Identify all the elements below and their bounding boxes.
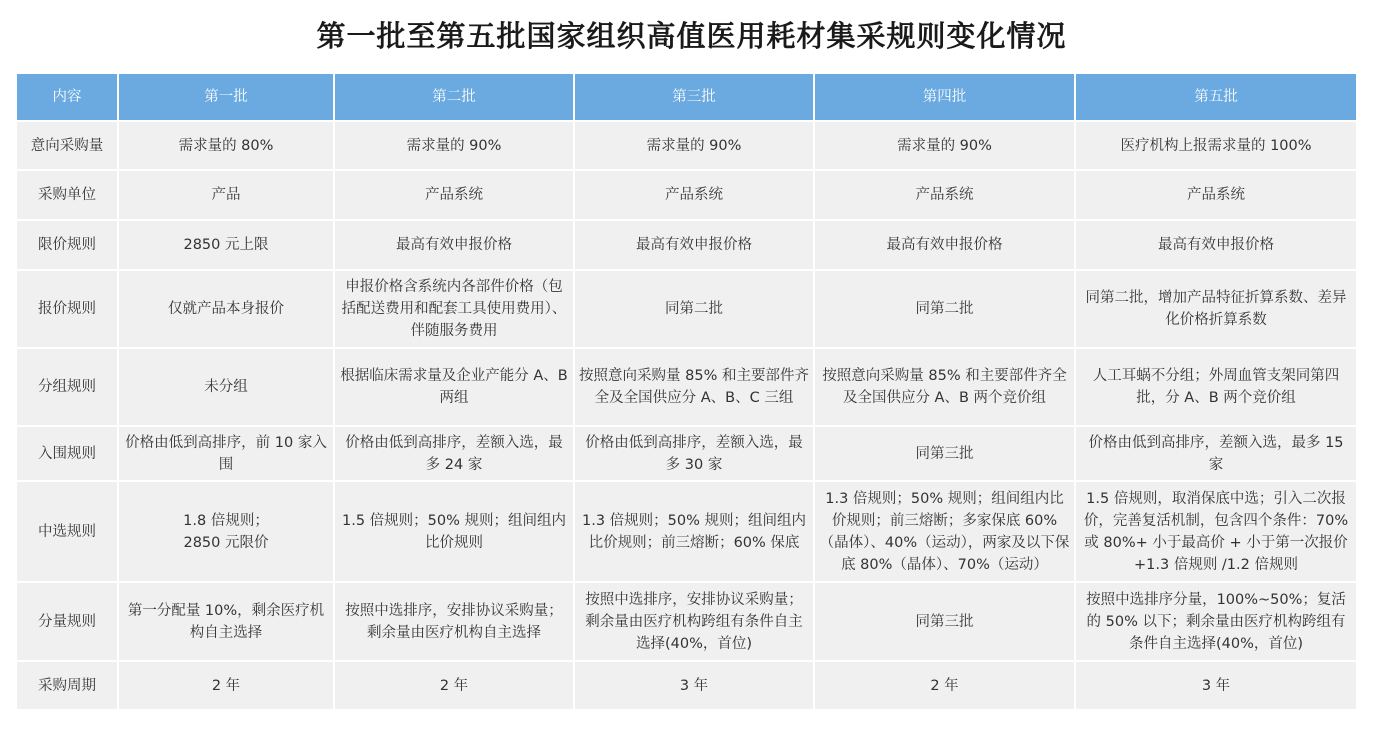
table-row [17, 582, 1356, 661]
table-cell: 2 年 [334, 661, 574, 709]
page-title: 第一批至第五批国家组织高值医用耗材集采规则变化情况 [316, 19, 1067, 53]
header-batch-5: 第五批 [1075, 74, 1356, 121]
table-cell: 1.8 倍规则； 2850 元限价 [118, 481, 334, 582]
table-cell: 按照意向采购量 85% 和主要部件齐全及全国供应分 A、B、C 三组 [574, 348, 814, 426]
row-label: 限价规则 [17, 220, 118, 270]
table-cell: 2 年 [118, 661, 334, 709]
row-label: 采购单位 [17, 170, 118, 220]
row-label: 报价规则 [17, 270, 118, 348]
header-content: 内容 [17, 74, 118, 121]
table-cell: 同第二批 [574, 270, 814, 348]
table-row [17, 170, 1356, 220]
table-cell: 价格由低到高排序，差额入选，最多 24 家 [334, 426, 574, 481]
table-cell: 价格由低到高排序，差额入选，最多 30 家 [574, 426, 814, 481]
table-row [17, 220, 1356, 270]
table-row [17, 348, 1356, 426]
table-cell: 需求量的 80% [118, 121, 334, 170]
table-cell: 2 年 [814, 661, 1075, 709]
table-cell: 产品系统 [814, 170, 1075, 220]
row-label: 中选规则 [17, 481, 118, 582]
table-cell: 产品 [118, 170, 334, 220]
table-cell: 按照意向采购量 85% 和主要部件齐全及全国供应分 A、B 两个竞价组 [814, 348, 1075, 426]
table-cell: 1.5 倍规则；50% 规则；组间组内比价规则 [334, 481, 574, 582]
table-row [17, 661, 1356, 709]
table-cell: 需求量的 90% [574, 121, 814, 170]
table-cell: 申报价格含系统内各部件价格（包括配送费用和配套工具使用费用）、伴随服务费用 [334, 270, 574, 348]
table-cell: 3 年 [1075, 661, 1356, 709]
row-label: 分组规则 [17, 348, 118, 426]
header-batch-4: 第四批 [814, 74, 1075, 121]
table-cell: 最高有效申报价格 [1075, 220, 1356, 270]
table-cell: 仅就产品本身报价 [118, 270, 334, 348]
table-cell: 3 年 [574, 661, 814, 709]
table-cell: 价格由低到高排序，差额入选，最多 15 家 [1075, 426, 1356, 481]
table-cell: 未分组 [118, 348, 334, 426]
rules-table [17, 74, 1356, 709]
table-cell: 第一分配量 10%，剩余医疗机构自主选择 [118, 582, 334, 661]
table-cell: 2850 元上限 [118, 220, 334, 270]
table-cell: 产品系统 [1075, 170, 1356, 220]
row-label: 入围规则 [17, 426, 118, 481]
table-header-row [17, 74, 1356, 121]
table-row [17, 270, 1356, 348]
table-cell: 价格由低到高排序，前 10 家入围 [118, 426, 334, 481]
row-label: 分量规则 [17, 582, 118, 661]
table-cell: 同第二批，增加产品特征折算系数、差异化价格折算系数 [1075, 270, 1356, 348]
table-row [17, 481, 1356, 582]
table-cell: 1.3 倍规则；50% 规则；组间组内比价规则；前三熔断；多家保底 60%（晶体）、40%（运动），两家及以下保底 80%（晶体）、70%（运动） [814, 481, 1075, 582]
table-cell: 产品系统 [334, 170, 574, 220]
table-cell: 医疗机构上报需求量的 100% [1075, 121, 1356, 170]
table-cell: 1.5 倍规则，取消保底中选；引入二次报价，完善复活机制，包含四个条件：70% 或 80%+ 小于最高价 + 小于第一次报价 +1.3 倍规则 /1.2 倍规则 [1075, 481, 1356, 582]
table-cell: 人工耳蜗不分组；外周血管支架同第四批，分 A、B 两个竞价组 [1075, 348, 1356, 426]
table-cell: 最高有效申报价格 [814, 220, 1075, 270]
table-cell: 按照中选排序分量，100%~50%；复活的 50% 以下；剩余量由医疗机构跨组有条件自主选择(40%，首位) [1075, 582, 1356, 661]
table-cell: 按照中选排序，安排协议采购量；剩余量由医疗机构跨组有条件自主选择(40%，首位) [574, 582, 814, 661]
table-cell: 同第二批 [814, 270, 1075, 348]
table-cell: 产品系统 [574, 170, 814, 220]
table-cell: 最高有效申报价格 [574, 220, 814, 270]
table-cell: 最高有效申报价格 [334, 220, 574, 270]
table-cell: 需求量的 90% [814, 121, 1075, 170]
table-row [17, 121, 1356, 170]
table-cell: 根据临床需求量及企业产能分 A、B 两组 [334, 348, 574, 426]
table-cell: 需求量的 90% [334, 121, 574, 170]
header-batch-2: 第二批 [334, 74, 574, 121]
table-cell: 按照中选排序，安排协议采购量；剩余量由医疗机构自主选择 [334, 582, 574, 661]
row-label: 采购周期 [17, 661, 118, 709]
row-label: 意向采购量 [17, 121, 118, 170]
header-batch-1: 第一批 [118, 74, 334, 121]
table-cell: 1.3 倍规则；50% 规则；组间组内比价规则；前三熔断；60% 保底 [574, 481, 814, 582]
table-cell: 同第三批 [814, 582, 1075, 661]
table-cell: 同第三批 [814, 426, 1075, 481]
header-batch-3: 第三批 [574, 74, 814, 121]
table-row [17, 426, 1356, 481]
